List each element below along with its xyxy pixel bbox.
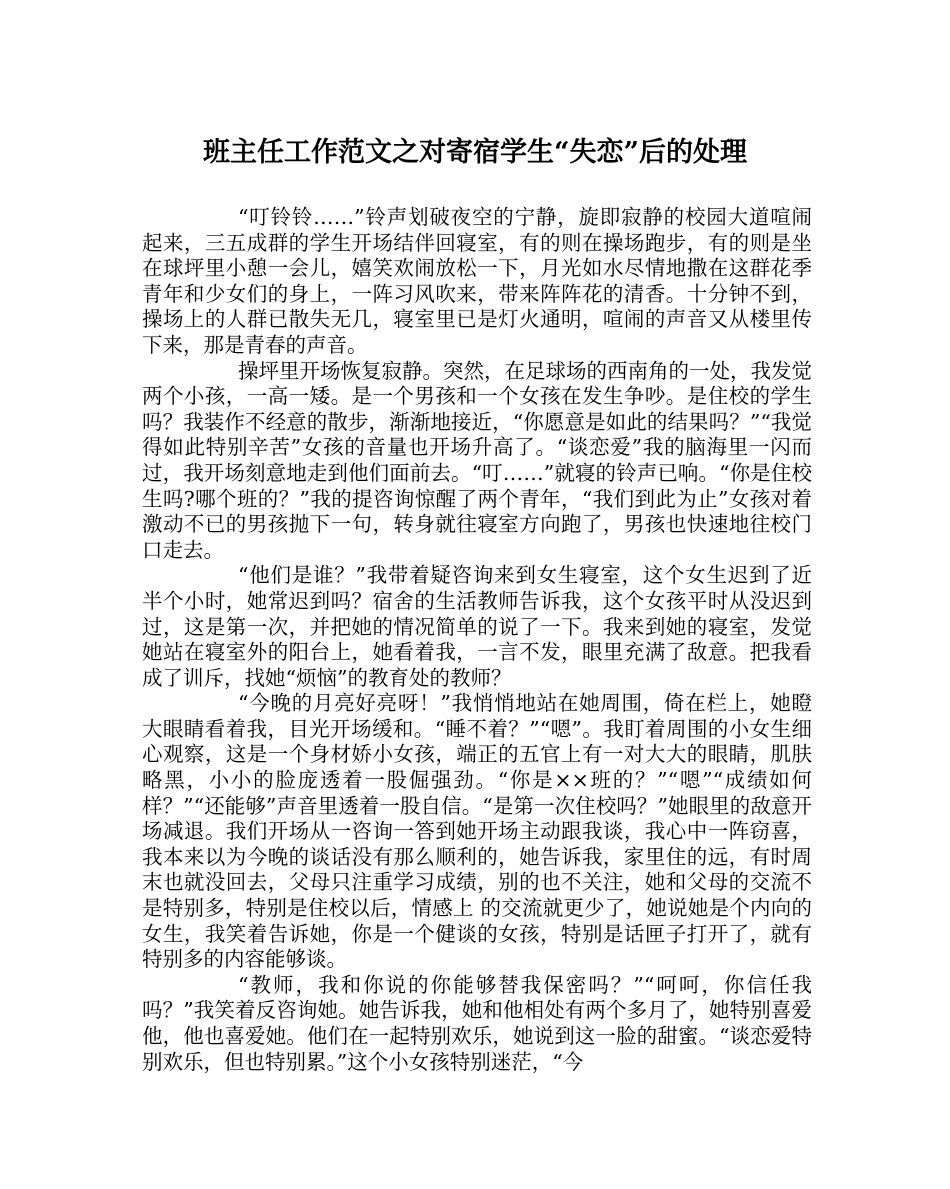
body-paragraph-1: “叮铃铃……”铃声划破夜空的宁静，旋即寂静的校园大道喧闹起来，三五成群的学生开场结伴回寝室，有的则在操场跑步，有的则是坐在球坪里小憩一会儿，嬉笑欢闹放松一下，月光如水尽情地撒在这群花季青年和少女们的身上，一阵习风吹来，带来阵阵花的清香。十分钟不到，操场上的人群已散失无几，寝室里已是灯火通明，喧闹的声音又从楼里传下来，那是青春的声音。 bbox=[142, 205, 812, 357]
document-body bbox=[142, 205, 812, 1085]
body-paragraph-5: “教师，我和你说的你能够替我保密吗？”“呵呵，你信任我吗？”我笑着反咨询她。她告诉我，她和他相处有两个多月了，她特别喜爱他，他也喜爱她。他们在一起特别欢乐，她说到这一脸的甜蜜。“谈恋爱特别欢乐，但也特别累。”这个小女孩特别迷茫，“今 bbox=[142, 972, 812, 1074]
body-paragraph-2: 操坪里开场恢复寂静。突然，在足球场的西南角的一处，我发觉两个小孩，一高一矮。是一个男孩和一个女孩在发生争吵。是住校的学生吗？我装作不经意的散步，渐渐地接近，“你愿意是如此的结果吗？”“我觉得如此特别辛苦”女孩的音量也开场升高了。“谈恋爱”我的脑海里一闪而过，我开场刻意地走到他们面前去。“叮……”就寝的铃声已响。“你是住校生吗?哪个班的？”我的提咨询惊醒了两个青年，“我们到此为止”女孩对着激动不已的男孩抛下一句，转身就往寝室方向跑了，男孩也快速地往校门口走去。 bbox=[142, 358, 812, 562]
body-paragraph-3: “他们是谁？”我带着疑咨询来到女生寝室，这个女生迟到了近半个小时，她常迟到吗？宿舍的生活教师告诉我，这个女孩平时从没迟到过，这是第一次，并把她的情况简单的说了一下。我来到她的寝室，发觉她站在寝室外的阳台上，她看着我，一言不发，眼里充满了敌意。把我看成了训斥，找她“烦恼”的教育处的教师？ bbox=[142, 563, 812, 690]
body-paragraph-4: “今晚的月亮好亮呀！”我悄悄地站在她周围，倚在栏上，她瞪大眼睛看着我，目光开场缓和。“睡不着？”“嗯”。我盯着周围的小女生细心观察，这是一个身材娇小女孩，端正的五官上有一对大大的眼睛，肌肤略黑，小小的脸庞透着一股倔强劲。“你是××班的？”“嗯”“成绩如何样？”“还能够”声音里透着一股自信。“是第一次住校吗？”她眼里的敌意开场减退。我们开场从一咨询一答到她开场主动跟我谈，我心中一阵窃喜，我本来以为今晚的谈话没有那么顺利的，她告诉我，家里住的远，有时周末也就没回去，父母只注重学习成绩，别的也不关注，她和父母的交流不是特别多，特别是住校以后，情感上 的交流就更少了，她说她是个内向的女生，我笑着告诉她，你是一个健谈的女孩，特别是话匣子打开了，就有特别多的内容能够谈。 bbox=[142, 691, 812, 972]
document-title: 班主任工作范文之对寄宿学生“失恋”后的处理 bbox=[202, 137, 748, 168]
